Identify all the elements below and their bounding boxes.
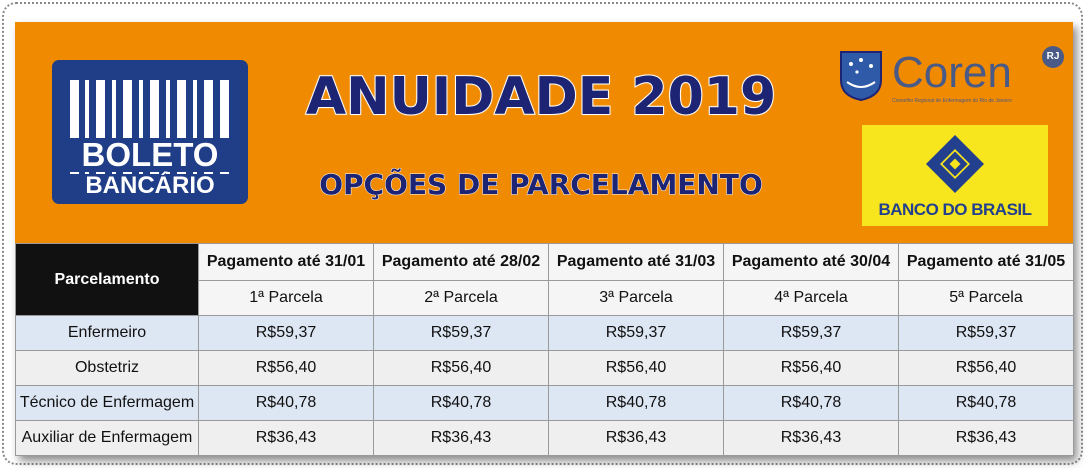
- fee-cell: R$59,37: [899, 316, 1074, 351]
- fee-cell: R$40,78: [199, 386, 374, 421]
- row-category: Obstetriz: [16, 351, 199, 386]
- fee-cell: R$36,43: [724, 421, 899, 456]
- row-category: Auxiliar de Enfermagem: [16, 421, 199, 456]
- column-installment: 2ª Parcela: [374, 281, 549, 316]
- fee-cell: R$36,43: [199, 421, 374, 456]
- column-due-date: Pagamento até 31/01: [199, 244, 374, 281]
- fee-cell: R$59,37: [724, 316, 899, 351]
- fee-cell: R$59,37: [374, 316, 549, 351]
- page-title: ANUIDADE 2019: [305, 67, 777, 127]
- header-banner: [15, 22, 1073, 243]
- banco-do-brasil-logo: [862, 125, 1048, 226]
- boleto-logo: [52, 60, 248, 204]
- fee-cell: R$56,40: [899, 351, 1074, 386]
- page-subtitle: OPÇÕES DE PARCELAMENTO: [319, 168, 763, 201]
- boleto-logo-line2: BANCÁRIO: [52, 174, 248, 198]
- coren-name: Coren: [892, 48, 1012, 97]
- corner-header: Parcelamento: [16, 244, 199, 316]
- column-due-date: Pagamento até 28/02: [374, 244, 549, 281]
- coren-logo: [837, 48, 1067, 110]
- fee-card: [15, 22, 1073, 456]
- fee-cell: R$56,40: [549, 351, 724, 386]
- column-installment: 4ª Parcela: [724, 281, 899, 316]
- fee-cell: R$40,78: [724, 386, 899, 421]
- fee-cell: R$56,40: [199, 351, 374, 386]
- row-category: Técnico de Enfermagem: [16, 386, 199, 421]
- table-row: [16, 386, 1074, 421]
- table-row: [16, 351, 1074, 386]
- boleto-logo-line1: BOLETO: [52, 138, 248, 172]
- row-category: Enfermeiro: [16, 316, 199, 351]
- fee-cell: R$59,37: [549, 316, 724, 351]
- column-due-date: Pagamento até 31/03: [549, 244, 724, 281]
- fee-cell: R$56,40: [724, 351, 899, 386]
- fee-cell: R$40,78: [899, 386, 1074, 421]
- column-installment: 3ª Parcela: [549, 281, 724, 316]
- table-row: [16, 316, 1074, 351]
- fee-cell: R$36,43: [549, 421, 724, 456]
- fee-cell: R$56,40: [374, 351, 549, 386]
- banco-do-brasil-symbol-icon: [924, 133, 986, 195]
- coren-badge: RJ: [1042, 46, 1064, 68]
- column-installment: 1ª Parcela: [199, 281, 374, 316]
- fee-cell: R$36,43: [899, 421, 1074, 456]
- column-installment: 5ª Parcela: [899, 281, 1074, 316]
- coren-tagline: Conselho Regional de Enfermagem do Rio de Janeiro: [892, 98, 1012, 104]
- coren-shield-icon: [837, 50, 885, 102]
- column-due-date: Pagamento até 30/04: [724, 244, 899, 281]
- fee-cell: R$36,43: [374, 421, 549, 456]
- installment-table: [15, 243, 1074, 456]
- table-row: [16, 421, 1074, 456]
- table-header-row: [16, 244, 1074, 281]
- fee-cell: R$40,78: [549, 386, 724, 421]
- fee-cell: R$40,78: [374, 386, 549, 421]
- banco-do-brasil-name: BANCO DO BRASIL: [878, 200, 1032, 219]
- column-due-date: Pagamento até 31/05: [899, 244, 1074, 281]
- fee-cell: R$59,37: [199, 316, 374, 351]
